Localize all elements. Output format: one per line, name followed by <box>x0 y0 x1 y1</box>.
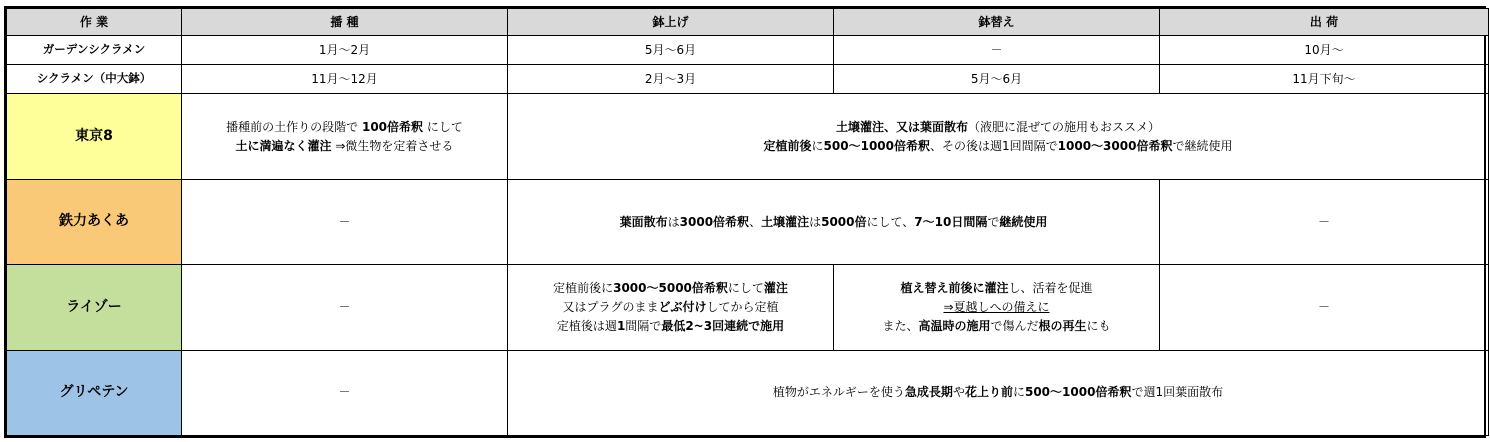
text: （液肥に混ぜての施用もおススメ） <box>968 119 1161 134</box>
cultivation-schedule-table <box>6 8 1489 436</box>
cell-potting: 2月～3月 <box>508 65 834 94</box>
text: にして、 <box>866 214 915 229</box>
raizo-potting-line2 <box>512 298 829 317</box>
text: で継続使用 <box>1172 138 1233 153</box>
gripeten-sowing-cell: － <box>182 350 508 435</box>
text: 播種前の土作りの段階で <box>226 119 362 134</box>
header-row <box>7 9 1489 36</box>
text: 植物がエネルギーを使う <box>772 385 905 400</box>
header-sowing: 播 種 <box>182 9 508 36</box>
tetsuryoku-shipping-cell: － <box>1160 179 1489 264</box>
text-bold: 土に満遍なく灌注 <box>235 138 332 153</box>
text-bold: 花上り前 <box>964 385 1013 400</box>
tokyo8-usage-line2 <box>512 137 1484 156</box>
text-bold: 100倍希釈 <box>361 119 424 134</box>
text: にも <box>1086 318 1111 333</box>
text-bold: 500～1000倍希釈 <box>823 138 930 153</box>
raizo-sowing-cell: － <box>182 265 508 350</box>
cell-repotting: － <box>834 36 1160 65</box>
row-label: ガーデンシクラメン <box>7 36 182 65</box>
text-bold: 継続使用 <box>999 214 1048 229</box>
schedule-sheet <box>4 6 1486 438</box>
tokyo8-sowing-cell <box>182 94 508 179</box>
text: に <box>601 281 614 296</box>
header-repotting: 鉢替え <box>834 9 1160 36</box>
text-bold: 1 <box>616 318 626 333</box>
text-bold: 7～10日間隔 <box>914 214 988 229</box>
product-name-tokyo8: 東京8 <box>7 94 182 179</box>
row-label: シクラメン（中大鉢） <box>7 65 182 94</box>
gripeten-usage-cell <box>508 350 1489 435</box>
product-name-gripeten: グリペテン <box>7 350 182 435</box>
product-row-tokyo8 <box>7 94 1489 179</box>
raizo-potting-cell <box>508 265 834 350</box>
text: で傷んだ <box>990 318 1039 333</box>
cell-sowing: 1月～2月 <box>182 36 508 65</box>
text-bold: 3000～5000倍希釈 <box>613 281 728 296</box>
schedule-row-garden-cyclamen <box>7 36 1489 65</box>
text-bold: 最低2~3回連続で施用 <box>661 318 785 333</box>
cell-sowing: 11月～12月 <box>182 65 508 94</box>
cell-shipping: 10月～ <box>1160 36 1489 65</box>
text-underlined: ⇒夏越しへの備えに <box>943 300 1050 315</box>
text: や <box>952 385 965 400</box>
text: で週1回葉面散布 <box>1131 385 1224 400</box>
text: にして <box>423 119 463 134</box>
text-bold: 根の再生 <box>1038 318 1087 333</box>
text: で <box>987 214 1000 229</box>
product-row-tetsuryoku <box>7 179 1489 264</box>
text-bold: どぶ付け <box>658 300 707 315</box>
text-bold: 植え替え前後に <box>900 281 985 296</box>
text: また、 <box>882 318 919 333</box>
header-shipping: 出 荷 <box>1160 9 1489 36</box>
text-bold: 高温時の施用 <box>918 318 991 333</box>
raizo-repotting-cell <box>834 265 1160 350</box>
text-bold: 葉面散布 <box>619 214 668 229</box>
cell-repotting: 5月～6月 <box>834 65 1160 94</box>
header-work: 作 業 <box>7 9 182 36</box>
text: 定植前後 <box>553 281 602 296</box>
tetsuryoku-usage-cell <box>508 179 1160 264</box>
text: は <box>667 214 680 229</box>
text-bold: 500～1000倍希釈 <box>1024 385 1132 400</box>
tokyo8-sowing-line1 <box>186 118 503 137</box>
text-bold: 定植前後 <box>763 138 812 153</box>
text-bold: 3000倍希釈 <box>679 214 750 229</box>
text-bold: 5000倍 <box>821 214 867 229</box>
raizo-repotting-line2 <box>838 298 1155 317</box>
tokyo8-usage-line1 <box>512 118 1484 137</box>
text: 、その後は週1回間隔で <box>930 138 1058 153</box>
product-row-raizo <box>7 265 1489 350</box>
text-bold: 灌注 <box>763 281 788 296</box>
raizo-repotting-line3 <box>838 317 1155 336</box>
text: 又はプラグのまま <box>562 300 659 315</box>
tetsuryoku-sowing-cell: － <box>182 179 508 264</box>
text-bold: 1000～3000倍希釈 <box>1057 138 1173 153</box>
cell-potting: 5月～6月 <box>508 36 834 65</box>
text: 、 <box>749 214 762 229</box>
text: に <box>1012 385 1025 400</box>
text: 定植後は週 <box>556 318 617 333</box>
tokyo8-sowing-line2 <box>186 137 503 156</box>
text: は <box>809 214 822 229</box>
text-bold: 急成長期 <box>904 385 953 400</box>
text: に <box>811 138 824 153</box>
header-potting: 鉢上げ <box>508 9 834 36</box>
text: 間隔で <box>625 318 662 333</box>
product-name-tetsuryoku: 鉄力あくあ <box>7 179 182 264</box>
text: ⇒微生物を定着させる <box>331 138 454 153</box>
raizo-potting-line3 <box>512 317 829 336</box>
raizo-shipping-cell: － <box>1160 265 1489 350</box>
cell-shipping: 11月下旬～ <box>1160 65 1489 94</box>
raizo-potting-line1 <box>512 279 829 298</box>
raizo-repotting-line1 <box>838 279 1155 298</box>
text: してから定植 <box>706 300 779 315</box>
text-bold: 土壌灌注、又は葉面散布 <box>835 119 968 134</box>
text: し、活着を促進 <box>1008 281 1093 296</box>
text-bold: 土壌灌注 <box>761 214 810 229</box>
schedule-row-cyclamen-large-pot <box>7 65 1489 94</box>
tokyo8-usage-cell <box>508 94 1489 179</box>
text-bold: 灌注 <box>984 281 1009 296</box>
product-name-raizo: ライゾー <box>7 265 182 350</box>
text: にして <box>727 281 764 296</box>
product-row-gripeten <box>7 350 1489 435</box>
